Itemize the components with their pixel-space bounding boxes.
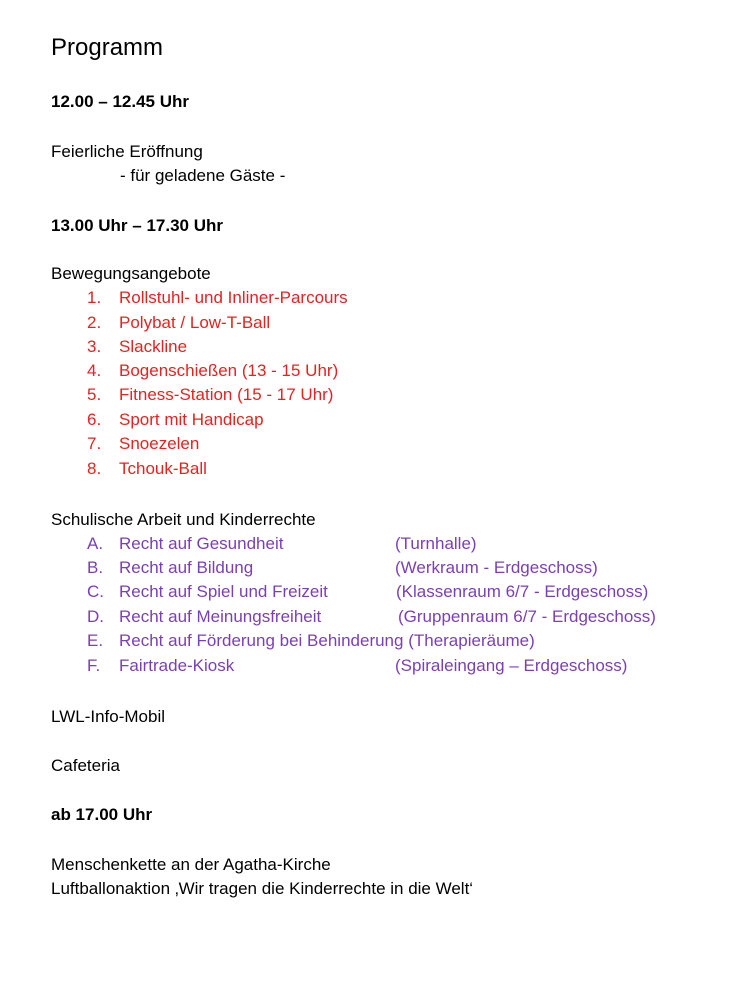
opening-note: - für geladene Gäste - bbox=[120, 166, 286, 185]
page-title: Programm bbox=[51, 34, 164, 61]
list-marker: C. bbox=[87, 582, 104, 601]
evening-line-2: Luftballonaktion ‚Wir tragen die Kinderrechte in die Welt‘ bbox=[51, 879, 474, 898]
evening-line-1: Menschenkette an der Agatha-Kirche bbox=[51, 855, 331, 874]
list-marker: 6. bbox=[87, 410, 102, 429]
list-item bbox=[87, 361, 101, 381]
list-marker: 7. bbox=[87, 434, 102, 453]
list-marker: D. bbox=[87, 607, 104, 626]
list-item-text: Sport mit Handicap bbox=[119, 410, 264, 429]
time-slot-2: 13.00 Uhr – 17.30 Uhr bbox=[51, 216, 223, 235]
list-item-text: Snoezelen bbox=[119, 434, 200, 453]
list-item-text: Fitness-Station (15 - 17 Uhr) bbox=[119, 385, 334, 404]
list-marker: F. bbox=[87, 656, 101, 675]
cafeteria: Cafeteria bbox=[51, 756, 120, 775]
opening-heading: Feierliche Eröffnung bbox=[51, 142, 203, 161]
list-item-text: Recht auf Gesundheit bbox=[119, 534, 284, 553]
list-marker: 4. bbox=[87, 361, 102, 380]
list-item bbox=[87, 288, 101, 308]
list-item-text: Recht auf Bildung bbox=[119, 558, 254, 577]
list-item-text: Recht auf Spiel und Freizeit bbox=[119, 582, 328, 601]
list-item-location: (Spiraleingang – Erdgeschoss) bbox=[395, 656, 628, 675]
list-marker: 5. bbox=[87, 385, 102, 404]
list-item-location: (Klassenraum 6/7 - Erdgeschoss) bbox=[396, 582, 649, 601]
list-item-text: Rollstuhl- und Inliner-Parcours bbox=[119, 288, 348, 307]
list-item bbox=[87, 385, 101, 405]
list-item-text: Recht auf Förderung bei Behinderung (Therapieräume) bbox=[119, 631, 535, 650]
list-marker: 2. bbox=[87, 313, 102, 332]
list-item-text: Recht auf Meinungsfreiheit bbox=[119, 607, 322, 626]
list-marker: 3. bbox=[87, 337, 102, 356]
list-marker: 1. bbox=[87, 288, 102, 307]
time-slot-1: 12.00 – 12.45 Uhr bbox=[51, 92, 189, 111]
list-item-location: (Turnhalle) bbox=[395, 534, 477, 553]
list-item-text: Tchouk-Ball bbox=[119, 459, 207, 478]
list-item-location: (Gruppenraum 6/7 - Erdgeschoss) bbox=[398, 607, 656, 626]
list-item bbox=[87, 313, 101, 333]
list-item-text: Slackline bbox=[119, 337, 188, 356]
list-marker: 8. bbox=[87, 459, 102, 478]
list-item-text: Polybat / Low-T-Ball bbox=[119, 313, 271, 332]
list-item bbox=[87, 459, 101, 479]
list-item bbox=[87, 337, 101, 357]
list-marker: E. bbox=[87, 631, 104, 650]
time-slot-3: ab 17.00 Uhr bbox=[51, 805, 153, 824]
list-marker: A. bbox=[87, 534, 104, 553]
list-item bbox=[87, 434, 101, 454]
list-item-text: Bogenschießen (13 - 15 Uhr) bbox=[119, 361, 339, 380]
movement-heading: Bewegungsangebote bbox=[51, 264, 211, 283]
list-marker: B. bbox=[87, 558, 104, 577]
list-item bbox=[87, 410, 101, 430]
info-mobil: LWL-Info-Mobil bbox=[51, 707, 165, 726]
list-item-location: (Werkraum - Erdgeschoss) bbox=[395, 558, 598, 577]
school-heading: Schulische Arbeit und Kinderrechte bbox=[51, 510, 316, 529]
list-item-text: Fairtrade-Kiosk bbox=[119, 656, 235, 675]
